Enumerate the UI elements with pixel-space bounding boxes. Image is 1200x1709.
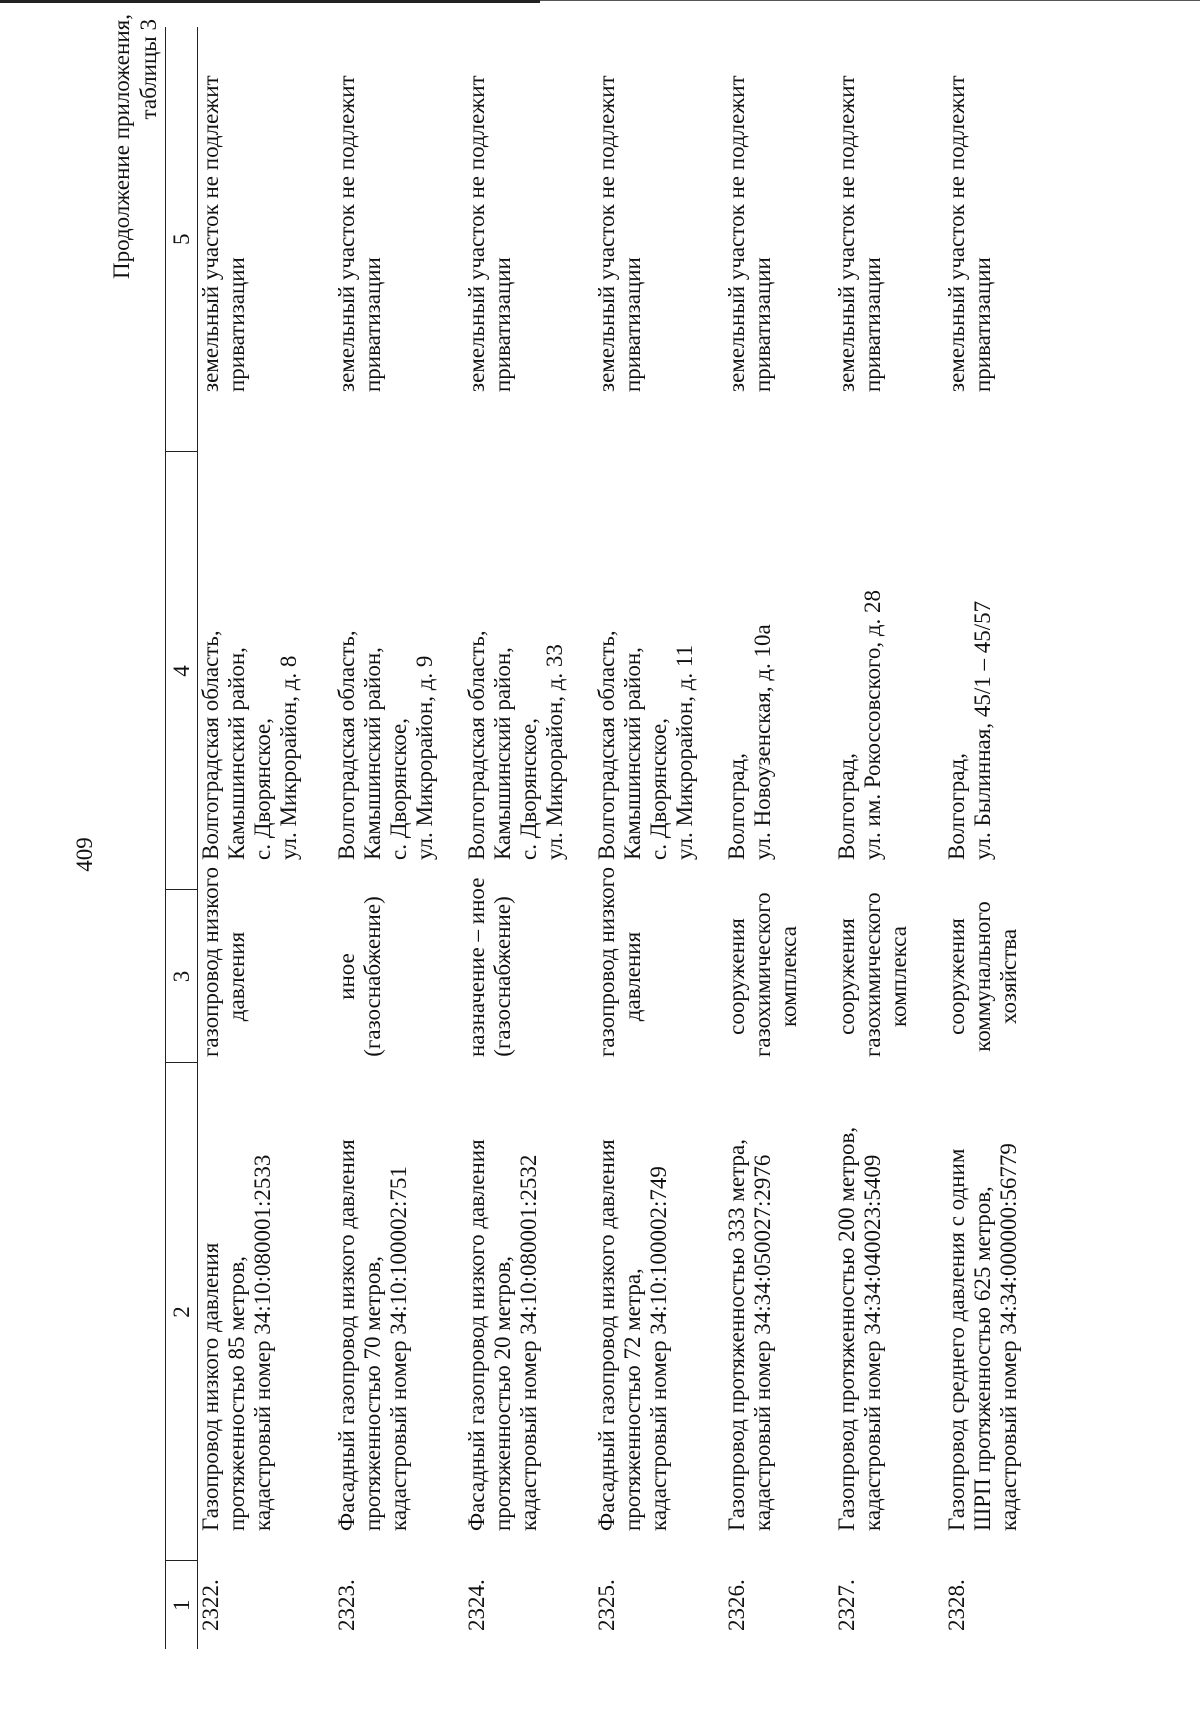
column-header: 1 [166,1561,198,1649]
object-purpose-line: коммунального [970,901,995,1052]
object-purpose-cell [944,890,1064,1063]
object-address-line: ул. им. Рокоссовского, д. 28 [860,589,885,860]
privatization-note-line: приватизации [970,257,995,392]
object-address-cell [594,452,724,890]
privatization-note-cell [594,27,724,452]
table-row [724,27,834,1649]
object-address-line: ул. Микрорайон, д. 9 [412,655,437,860]
object-name-cell [464,1063,594,1561]
column-header: 3 [166,890,198,1063]
privatization-note-line: земельный участок не подлежит [724,75,749,392]
object-address-line: с. Дворянское, [516,718,541,860]
object-purpose-line: комплекса [886,926,911,1027]
object-purpose-line: сооружения [944,918,969,1035]
object-name-line: протяженностью 20 метров, [490,1256,515,1531]
table-row [334,27,464,1649]
object-name-line: протяженностью 72 метра, [620,1268,645,1531]
object-name-line: Газопровод протяженностью 333 метра, [724,1139,749,1531]
object-purpose-line: газопровод низкого [594,867,619,1057]
privatization-note-line: приватизации [750,257,775,392]
object-address-line: Камышинский район, [360,647,385,860]
object-address-line: Камышинский район, [620,647,645,860]
object-address-line: Волгоградская область, [594,630,619,860]
object-address-cell [724,452,834,890]
object-address-line: ул. Былинная, 45/1 – 45/57 [970,600,995,860]
object-purpose-line: давления [224,931,249,1022]
privatization-note-line: земельный участок не подлежит [594,75,619,392]
object-purpose-line: газохимического [750,892,775,1057]
object-purpose-line: сооружения [834,918,859,1035]
table-body [198,27,1065,1649]
privatization-note-line: приватизации [490,257,515,392]
object-address-line: ул. Новоузенская, д. 10а [750,624,775,860]
table-row [198,27,335,1649]
privatization-note-line: приватизации [224,257,249,392]
property-table [165,27,1064,1649]
privatization-note-line: земельный участок не подлежит [198,75,223,392]
object-name-line: ШРП протяженностью 625 метров, [970,1186,995,1531]
caption-line: таблицы 3 [136,19,161,120]
object-purpose-cell [198,867,335,1063]
privatization-note-cell [198,27,335,452]
object-purpose-line: хозяйства [996,928,1021,1025]
object-purpose-line: газопровод низкого [198,867,223,1057]
table-header-row [166,27,198,1649]
object-address-cell [334,452,464,890]
row-number-cell: 2322. [198,1579,223,1631]
table-caption [108,14,162,279]
object-purpose-cell [464,877,594,1063]
row-number-cell: 2326. [724,1579,749,1631]
object-address-line: Волгоград, [724,753,749,860]
object-name-line: протяженностью 85 метров, [224,1256,249,1531]
object-address-line: ул. Микрорайон, д. 8 [276,655,301,860]
object-name-line: кадастровый номер 34:34:050027:2976 [750,1154,775,1531]
object-address-cell [198,452,335,890]
object-name-line: Фасадный газопровод низкого давления [594,1139,619,1531]
row-number-cell: 2324. [464,1579,489,1631]
object-name-line: кадастровый номер 34:10:100002:749 [646,1166,671,1531]
object-name-cell [834,1063,944,1561]
object-name-cell [944,1063,1064,1561]
object-name-line: Фасадный газопровод низкого давления [464,1139,489,1531]
privatization-note-line: приватизации [620,257,645,392]
table-row [834,27,944,1649]
object-purpose-cell [334,890,464,1063]
object-purpose-line: (газоснабжение) [360,896,385,1057]
object-purpose-line: давления [620,931,645,1022]
object-name-cell [198,1063,335,1561]
object-address-line: ул. Микрорайон, д. 11 [672,644,697,860]
object-purpose-line: назначение – иное [464,877,489,1057]
object-name-line: кадастровый номер 34:10:100002:751 [386,1166,411,1531]
object-name-line: кадастровый номер 34:34:040023:5409 [860,1154,885,1531]
privatization-note-cell [464,27,594,452]
privatization-note-cell [944,27,1064,452]
object-purpose-line: иное [334,953,359,1000]
object-name-cell [334,1063,464,1561]
object-name-line: протяженностью 70 метров, [360,1256,385,1531]
object-address-line: Камышинский район, [490,647,515,860]
table-row [594,27,724,1649]
row-number-cell: 2327. [834,1579,859,1631]
privatization-note-line: приватизации [860,257,885,392]
column-header: 2 [166,1063,198,1561]
privatization-note-line: земельный участок не подлежит [334,75,359,392]
object-address-line: Волгоград, [834,753,859,860]
object-address-line: ул. Микрорайон, д. 33 [542,644,567,860]
object-purpose-line: комплекса [776,926,801,1027]
caption-line: Продолжение приложения, [109,14,134,279]
object-purpose-cell [594,867,724,1063]
row-number-cell: 2323. [334,1579,359,1631]
column-header: 4 [166,452,198,890]
object-address-line: Камышинский район, [224,647,249,860]
object-address-line: Волгоградская область, [334,630,359,860]
object-address-line: с. Дворянское, [250,718,275,860]
object-address-line: с. Дворянское, [646,718,671,860]
object-purpose-cell [724,890,834,1063]
object-purpose-line: сооружения [724,918,749,1035]
privatization-note-line: земельный участок не подлежит [464,75,489,392]
object-name-line: кадастровый номер 34:10:080001:2533 [250,1154,275,1531]
row-number-cell: 2328. [944,1579,969,1631]
row-number-cell: 2325. [594,1579,619,1631]
privatization-note-cell [334,27,464,452]
object-purpose-cell [834,890,944,1063]
object-name-line: кадастровый номер 34:34:000000:56779 [996,1143,1021,1531]
table-row [464,27,594,1649]
object-name-line: Газопровод протяженностью 200 метров, [834,1126,859,1531]
object-address-line: с. Дворянское, [386,718,411,860]
object-name-cell [724,1063,834,1561]
privatization-note-line: приватизации [360,257,385,392]
object-name-cell [594,1063,724,1561]
object-address-line: Волгоградская область, [198,630,223,860]
object-address-cell [834,452,944,890]
object-address-line: Волгоградская область, [464,630,489,860]
column-header: 5 [166,27,198,452]
object-purpose-line: (газоснабжение) [490,896,515,1057]
object-address-line: Волгоград, [944,753,969,860]
table-row [944,27,1064,1649]
page-number: 409 [72,837,97,872]
object-address-cell [944,452,1064,890]
object-address-cell [464,452,594,890]
object-name-line: Фасадный газопровод низкого давления [334,1139,359,1531]
privatization-note-line: земельный участок не подлежит [944,75,969,392]
privatization-note-line: земельный участок не подлежит [834,75,859,392]
object-purpose-line: газохимического [860,892,885,1057]
object-name-line: Газопровод низкого давления [198,1242,223,1531]
object-name-line: Газопровод среднего давления с одним [944,1148,969,1531]
privatization-note-cell [834,27,944,452]
privatization-note-cell [724,27,834,452]
object-name-line: кадастровый номер 34:10:080001:2532 [516,1154,541,1531]
